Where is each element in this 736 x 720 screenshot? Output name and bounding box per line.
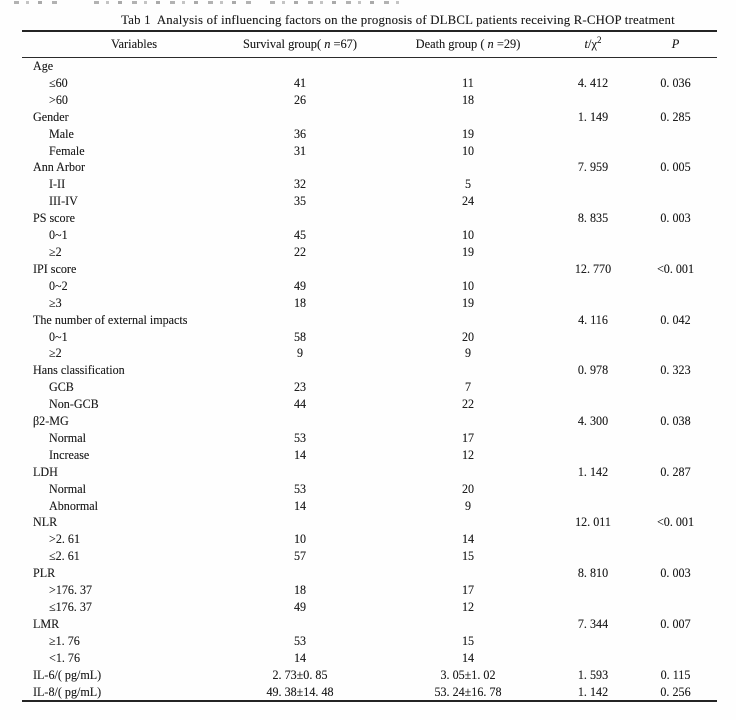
- cropped-text-fragment: [14, 1, 62, 4]
- table-row: [22, 126, 717, 143]
- p-value: [634, 176, 717, 193]
- death-group-value: [384, 514, 552, 531]
- death-header-suffix: =29): [493, 37, 521, 51]
- survival-group-value: 35: [293, 194, 307, 209]
- survival-group-value: 44: [293, 397, 307, 412]
- survival-group-value: 26: [293, 92, 307, 107]
- statistic-value: [552, 396, 634, 413]
- variable-label: β2-MG: [33, 414, 69, 429]
- table-row: [22, 312, 717, 329]
- variable-label: ≥1. 76: [49, 633, 80, 648]
- variable-label: ≥3: [49, 295, 62, 310]
- death-group-value: 10: [461, 278, 475, 293]
- survival-group-value: 18: [293, 583, 307, 598]
- table-row: [22, 565, 717, 582]
- survival-group-value: [216, 210, 384, 227]
- survival-group-value: [216, 109, 384, 126]
- p-value: [634, 193, 717, 210]
- statistic-value: [552, 176, 634, 193]
- survival-group-value: 58: [293, 329, 307, 344]
- death-group-value: 3. 05±1. 02: [440, 667, 496, 682]
- survival-group-value: 49: [293, 278, 307, 293]
- death-group-value: 14: [461, 532, 475, 547]
- death-group-value: 12: [461, 600, 475, 614]
- cropped-text-fragment: [270, 1, 402, 4]
- variable-label: ≤176. 37: [49, 600, 92, 614]
- statistic-value: 8. 810: [577, 566, 609, 581]
- survival-group-value: 14: [293, 447, 307, 462]
- p-value: [634, 582, 717, 599]
- table-row: [22, 379, 717, 396]
- survival-group-value: 53: [293, 430, 307, 445]
- variable-label: The number of external impacts: [33, 312, 188, 327]
- variable-label: Gender: [33, 109, 69, 124]
- statistic-value: 4. 116: [578, 312, 608, 327]
- p-value: [634, 379, 717, 396]
- p-value: 0. 323: [660, 363, 691, 378]
- survival-group-value: [216, 464, 384, 481]
- statistic-value: [552, 278, 634, 295]
- col-header-death-group: [384, 31, 552, 58]
- p-value: <0. 001: [656, 261, 695, 276]
- death-group-value: 9: [464, 346, 472, 361]
- col-header-survival-group: [216, 31, 384, 58]
- death-group-value: 12: [461, 447, 475, 462]
- table-row: [22, 633, 717, 650]
- table-row: [22, 481, 717, 498]
- survival-group-value: 14: [293, 650, 307, 665]
- table-row: [22, 447, 717, 464]
- table-row: [22, 362, 717, 379]
- table-row: [22, 227, 717, 244]
- survival-group-value: 45: [293, 228, 307, 243]
- death-group-value: 14: [461, 650, 475, 665]
- death-group-value: 9: [464, 498, 472, 513]
- variable-label: 0~2: [49, 278, 68, 293]
- variable-label: III-IV: [49, 194, 78, 209]
- death-group-value: [384, 58, 552, 75]
- death-group-value: [384, 362, 552, 379]
- p-value: [634, 531, 717, 548]
- table-row: [22, 92, 717, 109]
- survival-group-value: 49. 38±14. 48: [266, 684, 334, 699]
- p-value: [634, 396, 717, 413]
- p-value: 0. 256: [660, 684, 691, 699]
- statistic-value: 12. 011: [575, 515, 611, 530]
- variable-label: I-II: [49, 177, 66, 192]
- variable-label: Male: [49, 126, 74, 141]
- death-group-value: 20: [461, 481, 475, 496]
- statistic-value: [552, 227, 634, 244]
- survival-group-value: 49: [293, 600, 307, 614]
- variable-label: Increase: [49, 447, 90, 462]
- survival-header-suffix: =67): [330, 37, 358, 51]
- analysis-table: [22, 30, 717, 702]
- death-group-value: [384, 464, 552, 481]
- p-value: [634, 548, 717, 565]
- statistic-value: 8. 835: [577, 211, 609, 226]
- death-group-value: 19: [461, 244, 475, 259]
- statistic-value: [552, 582, 634, 599]
- survival-group-value: 18: [293, 295, 307, 310]
- p-value: [634, 447, 717, 464]
- table-row: [22, 109, 717, 126]
- table-row: [22, 193, 717, 210]
- death-group-value: [384, 261, 552, 278]
- table-row: [22, 464, 717, 481]
- p-value: 0. 285: [660, 109, 691, 124]
- death-group-value: 19: [461, 295, 475, 310]
- table-caption: Tab 1 Analysis of influencing factors on the prognosis of DLBCL patients receiving R-CHOP treatment: [121, 13, 675, 27]
- survival-group-value: 10: [293, 532, 307, 547]
- table-row: [22, 329, 717, 346]
- table-row: [22, 345, 717, 362]
- p-value: [634, 481, 717, 498]
- death-group-value: [384, 159, 552, 176]
- table-row: [22, 514, 717, 531]
- statistic-value: 1. 142: [577, 464, 609, 479]
- statistic-value: [552, 481, 634, 498]
- death-group-value: 15: [461, 633, 475, 648]
- statistic-value: 12. 770: [574, 261, 612, 276]
- table-row: [22, 278, 717, 295]
- table-row: [22, 548, 717, 565]
- p-value: [634, 227, 717, 244]
- col-header-p-value: [634, 31, 717, 58]
- death-group-value: 18: [461, 92, 475, 107]
- survival-group-value: [216, 58, 384, 75]
- p-value: [634, 599, 717, 616]
- variable-label: 0~1: [49, 228, 68, 243]
- statistic-value: 0. 978: [577, 363, 609, 378]
- variable-label: <1. 76: [49, 650, 81, 665]
- variable-label: ≥2: [49, 346, 62, 361]
- variable-label: >60: [49, 92, 68, 107]
- death-group-value: [384, 210, 552, 227]
- death-group-value: 22: [461, 397, 475, 412]
- death-group-value: 24: [461, 194, 475, 209]
- statistic-value: [552, 126, 634, 143]
- table-row: [22, 159, 717, 176]
- death-group-value: [384, 413, 552, 430]
- statistic-value: [552, 193, 634, 210]
- death-group-value: 53. 24±16. 78: [434, 684, 502, 699]
- table-row: [22, 582, 717, 599]
- variable-label: LDH: [33, 464, 58, 479]
- survival-group-value: 31: [293, 143, 307, 158]
- variable-label: Age: [33, 59, 54, 73]
- table-row: [22, 58, 717, 75]
- statistic-value: [552, 447, 634, 464]
- table-row: [22, 244, 717, 261]
- survival-group-value: 14: [293, 498, 307, 513]
- variables-header-label: Variables: [110, 37, 158, 51]
- survival-group-value: 57: [293, 549, 307, 564]
- p-value: 0. 287: [660, 464, 691, 479]
- death-group-value: 17: [461, 583, 475, 598]
- statistic-value: 1. 593: [577, 667, 609, 682]
- p-value: [634, 92, 717, 109]
- p-header-label: P: [671, 37, 680, 51]
- survival-group-value: [216, 159, 384, 176]
- survival-group-value: 2. 73±0. 85: [272, 667, 328, 682]
- statistic-value: 4. 412: [577, 75, 609, 90]
- statistic-value: [552, 244, 634, 261]
- survival-header-prefix: Survival group(: [242, 37, 325, 51]
- table-row: [22, 430, 717, 447]
- statistic-value: 7. 959: [577, 160, 609, 175]
- table-row: [22, 667, 717, 684]
- death-group-value: 19: [461, 126, 475, 141]
- variable-label: 0~1: [49, 329, 68, 344]
- statistic-value: [552, 295, 634, 312]
- p-value: [634, 295, 717, 312]
- p-value: [634, 143, 717, 160]
- survival-group-value: [216, 413, 384, 430]
- p-value: [634, 244, 717, 261]
- col-header-statistic: [552, 31, 634, 58]
- p-value: 0. 036: [660, 75, 691, 90]
- table-row: [22, 531, 717, 548]
- stat-header-t: t: [584, 37, 588, 51]
- statistic-value: 4. 300: [577, 414, 609, 429]
- p-value: [634, 58, 717, 75]
- variable-label: Non-GCB: [49, 397, 99, 412]
- death-group-value: [384, 109, 552, 126]
- survival-group-value: 36: [293, 126, 307, 141]
- variable-label: IL-8/( pg/mL): [33, 684, 102, 699]
- table-row: [22, 143, 717, 160]
- variable-label: ≥2: [49, 244, 62, 259]
- variable-label: NLR: [33, 515, 58, 530]
- death-group-value: 17: [461, 430, 475, 445]
- death-group-value: [384, 312, 552, 329]
- statistic-value: [552, 548, 634, 565]
- statistic-value: [552, 599, 634, 616]
- death-group-value: 10: [461, 228, 475, 243]
- table-row: [22, 210, 717, 227]
- survival-group-value: 22: [293, 244, 307, 259]
- p-value: 0. 007: [660, 616, 691, 631]
- p-value: [634, 345, 717, 362]
- statistic-value: [552, 92, 634, 109]
- variable-label: >176. 37: [49, 583, 93, 598]
- variable-label: IL-6/( pg/mL): [33, 667, 102, 682]
- header-row: [22, 31, 717, 58]
- statistic-value: [552, 329, 634, 346]
- survival-group-value: [216, 312, 384, 329]
- variable-label: Abnormal: [49, 498, 99, 513]
- survival-group-value: 23: [293, 380, 307, 395]
- death-group-value: 5: [464, 177, 472, 192]
- p-value: [634, 498, 717, 515]
- survival-group-value: 53: [293, 481, 307, 496]
- survival-group-value: 32: [293, 177, 307, 192]
- variable-label: Ann Arbor: [33, 160, 86, 175]
- stat-header-chi: /χ: [588, 37, 597, 51]
- p-value: [634, 126, 717, 143]
- statistic-value: [552, 143, 634, 160]
- variable-label: ≤60: [49, 75, 68, 90]
- statistic-value: [552, 498, 634, 515]
- table-row: [22, 413, 717, 430]
- variable-label: GCB: [49, 380, 74, 395]
- death-group-value: 11: [462, 75, 474, 90]
- cropped-text-artifact: [12, 0, 404, 5]
- stat-header-superscript: 2: [596, 34, 602, 45]
- death-group-value: 10: [461, 143, 475, 158]
- table-row: [22, 261, 717, 278]
- p-value: 0. 003: [660, 211, 691, 226]
- survival-group-value: 53: [293, 633, 307, 648]
- survival-group-value: [216, 565, 384, 582]
- survival-group-value: [216, 261, 384, 278]
- statistic-value: [552, 650, 634, 667]
- table-row: [22, 650, 717, 667]
- table-row: [22, 498, 717, 515]
- death-group-value: 7: [464, 380, 472, 395]
- col-header-variables: [22, 31, 216, 58]
- variable-label: LMR: [33, 616, 60, 631]
- death-header-n: n: [487, 37, 494, 51]
- table-row: [22, 396, 717, 413]
- death-group-value: 15: [461, 549, 475, 564]
- table-row: [22, 295, 717, 312]
- survival-group-value: [216, 362, 384, 379]
- variable-label: IPI score: [33, 261, 77, 276]
- statistic-value: [552, 345, 634, 362]
- table-row: [22, 75, 717, 92]
- death-group-value: [384, 616, 552, 633]
- statistic-value: 7. 344: [577, 616, 609, 631]
- p-value: [634, 650, 717, 667]
- table-row: [22, 684, 717, 702]
- table-row: [22, 176, 717, 193]
- p-value: 0. 038: [660, 414, 691, 429]
- statistic-value: [552, 531, 634, 548]
- statistic-value: [552, 58, 634, 75]
- variable-label: Hans classification: [33, 363, 125, 378]
- p-value: 0. 042: [660, 312, 691, 327]
- p-value: <0. 001: [656, 515, 695, 530]
- p-value: 0. 005: [660, 160, 691, 175]
- statistic-value: [552, 633, 634, 650]
- p-value: [634, 329, 717, 346]
- variable-label: Normal: [49, 430, 86, 445]
- survival-group-value: 41: [293, 75, 307, 90]
- variable-label: ≤2. 61: [49, 549, 80, 564]
- variable-label: PLR: [33, 566, 56, 581]
- statistic-value: [552, 430, 634, 447]
- death-group-value: [384, 565, 552, 582]
- death-header-prefix: Death group (: [415, 37, 488, 51]
- p-value: [634, 633, 717, 650]
- variable-label: Normal: [49, 481, 86, 496]
- p-value: [634, 278, 717, 295]
- death-group-value: 20: [461, 329, 475, 344]
- table-body: [22, 58, 717, 702]
- survival-group-value: [216, 514, 384, 531]
- statistic-value: [552, 379, 634, 396]
- variable-label: PS score: [33, 211, 75, 226]
- table-row: [22, 616, 717, 633]
- p-value: [634, 430, 717, 447]
- table-row: [22, 599, 717, 616]
- variable-label: >2. 61: [49, 532, 81, 547]
- statistic-value: 1. 142: [577, 684, 609, 699]
- survival-group-value: 9: [296, 346, 304, 361]
- p-value: 0. 115: [660, 667, 691, 682]
- statistic-value: 1. 149: [577, 109, 609, 124]
- survival-header-n: n: [324, 37, 331, 51]
- p-value: 0. 003: [660, 566, 691, 581]
- cropped-text-fragment: [94, 1, 254, 4]
- variable-label: Female: [49, 143, 85, 158]
- survival-group-value: [216, 616, 384, 633]
